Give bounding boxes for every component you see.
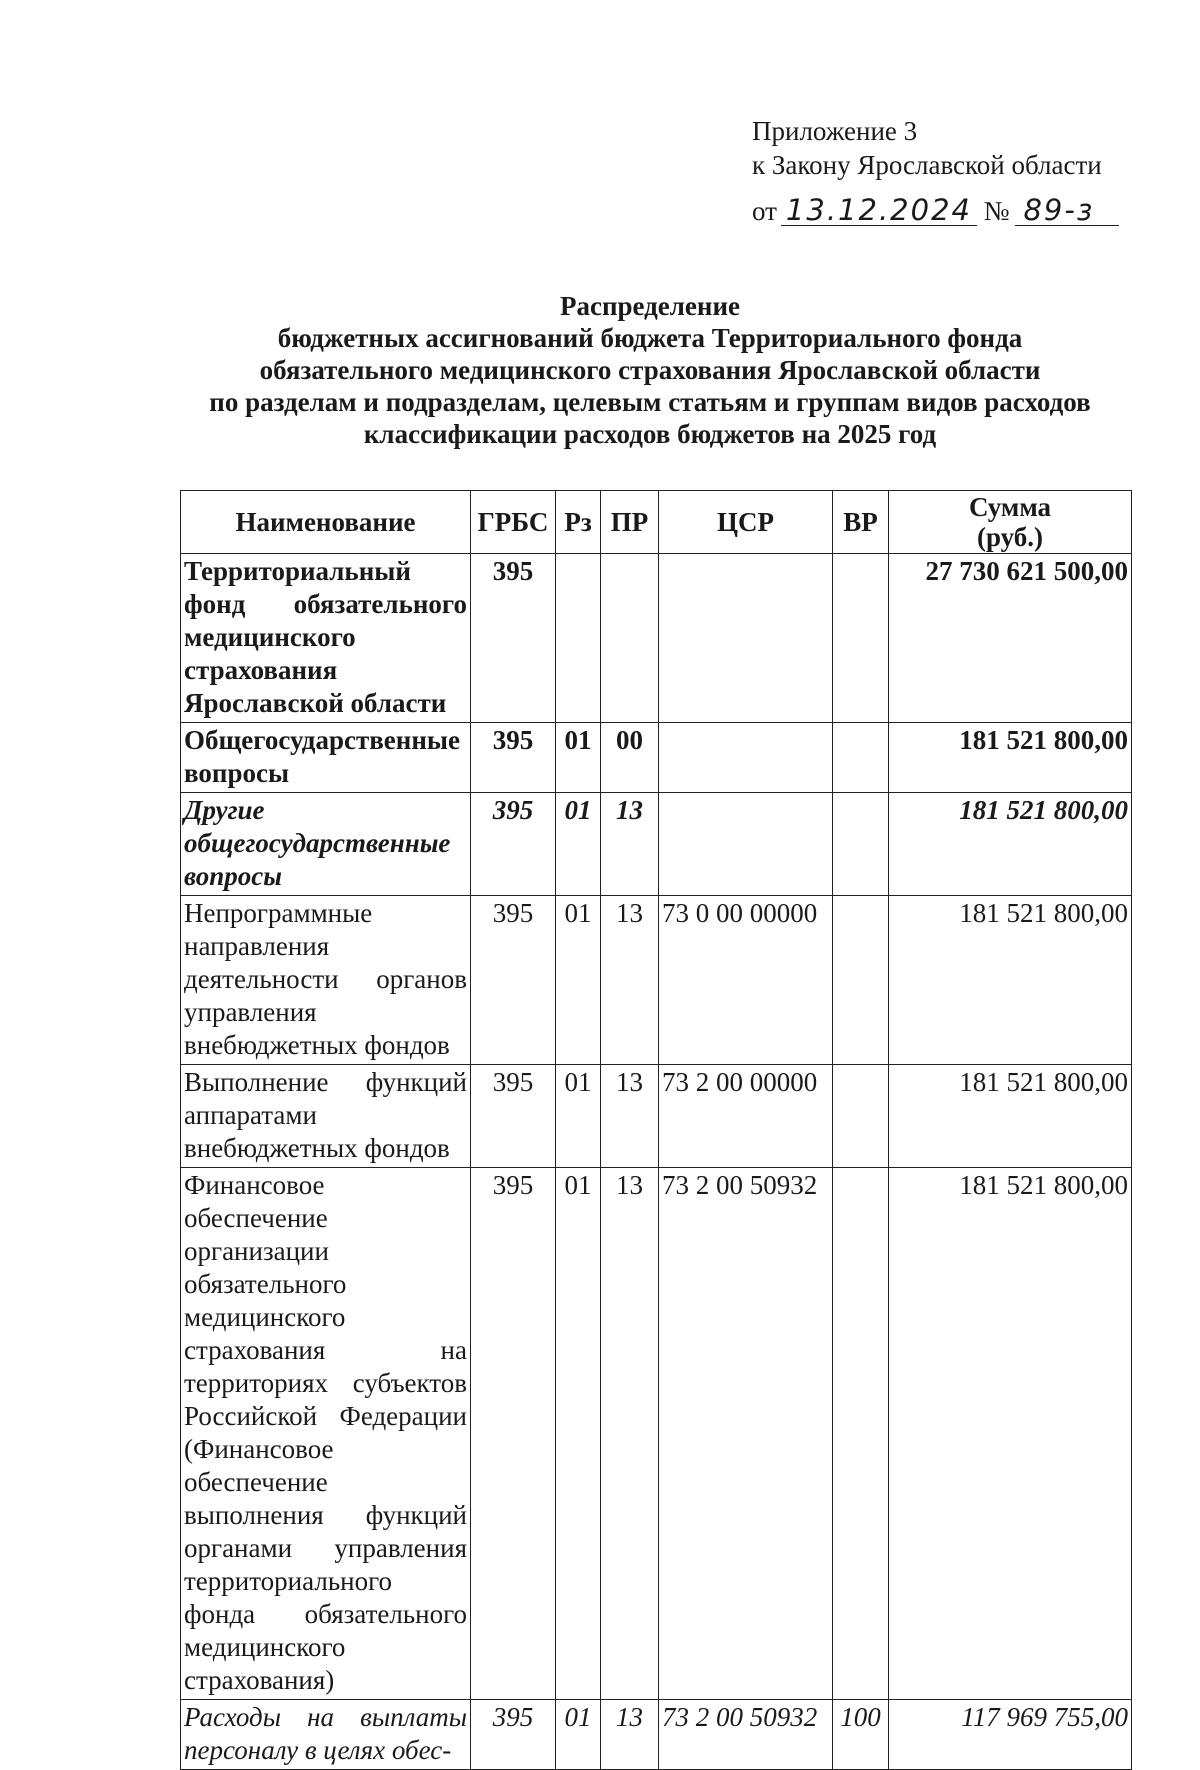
- row-sum: 117 969 755,00: [889, 1700, 1132, 1770]
- row-name: Финансовое обеспечение организации обязательного медицинского страхования на территориях субъектов Российской Федерации (Финансовое обеспечение выполнения функций органами управления территориального фонда обязательного медицинского страхования): [181, 1168, 471, 1700]
- row-csr: 73 2 00 50932: [659, 1168, 833, 1700]
- row-pr: 13: [601, 1700, 659, 1770]
- row-grbs: 395: [471, 723, 556, 793]
- header-name: Наименование: [181, 491, 471, 554]
- row-vr: [833, 793, 889, 896]
- row-csr: 73 0 00 00000: [659, 896, 833, 1065]
- row-pr: 00: [601, 723, 659, 793]
- row-csr: 73 2 00 00000: [659, 1065, 833, 1168]
- table-row: [181, 1168, 1132, 1700]
- row-vr: [833, 896, 889, 1065]
- table-row: [181, 723, 1132, 793]
- row-grbs: 395: [471, 554, 556, 723]
- table-row: [181, 793, 1132, 896]
- table-row: [181, 1065, 1132, 1168]
- title-line-3: обязательного медицинского страхования Ярославской области: [259, 355, 1041, 385]
- annex-law-reference: к Закону Ярославской области: [752, 150, 1102, 180]
- row-csr: [659, 723, 833, 793]
- row-sum: 181 521 800,00: [889, 793, 1132, 896]
- row-vr: [833, 554, 889, 723]
- row-pr: [601, 554, 659, 723]
- annex-title: Приложение 3: [752, 116, 918, 146]
- row-rz: 01: [556, 1065, 601, 1168]
- row-csr: 73 2 00 50932: [659, 1700, 833, 1770]
- annex-block: [752, 114, 1119, 228]
- row-rz: 01: [556, 896, 601, 1065]
- header-sum: [889, 491, 1132, 554]
- header-rz: Рз: [556, 491, 601, 554]
- row-grbs: 395: [471, 1065, 556, 1168]
- handwritten-date: 13.12.2024: [781, 195, 977, 226]
- row-grbs: 395: [471, 896, 556, 1065]
- row-rz: 01: [556, 723, 601, 793]
- row-pr: 13: [601, 793, 659, 896]
- table-row: [181, 1700, 1132, 1770]
- row-rz: 01: [556, 1700, 601, 1770]
- row-csr: [659, 554, 833, 723]
- row-rz: 01: [556, 793, 601, 896]
- row-pr: 13: [601, 1168, 659, 1700]
- header-pr: ПР: [601, 491, 659, 554]
- header-grbs: ГРБС: [471, 491, 556, 554]
- header-sum-line-1: Сумма: [968, 492, 1052, 522]
- budget-table: [180, 490, 1132, 1770]
- row-sum: 181 521 800,00: [889, 1168, 1132, 1700]
- row-sum: 181 521 800,00: [889, 896, 1132, 1065]
- header-vr: ВР: [833, 491, 889, 554]
- row-grbs: 395: [471, 1700, 556, 1770]
- document-title: [120, 290, 1180, 450]
- row-name: Непрограммные направления деятельности органов управления внебюджетных фондов: [181, 896, 471, 1065]
- row-name: Общегосударственные вопросы: [181, 723, 471, 793]
- row-sum: 27 730 621 500,00: [889, 554, 1132, 723]
- annex-date-number-row: [752, 194, 1119, 228]
- from-label: от: [752, 196, 777, 226]
- row-name: Выполнение функций аппаратами внебюджетных фондов: [181, 1065, 471, 1168]
- handwritten-number: 89-з: [1015, 195, 1119, 226]
- number-label: №: [983, 196, 1010, 226]
- row-sum: 181 521 800,00: [889, 723, 1132, 793]
- title-line-4: по разделам и подразделам, целевым статьям и группам видов расходов: [209, 387, 1091, 417]
- table-row: [181, 896, 1132, 1065]
- row-pr: 13: [601, 896, 659, 1065]
- header-sum-line-2: (руб.): [976, 522, 1044, 552]
- row-name: Расходы на выплаты персоналу в целях обес-: [181, 1700, 471, 1770]
- row-grbs: 395: [471, 1168, 556, 1700]
- row-rz: 01: [556, 1168, 601, 1700]
- row-sum: 181 521 800,00: [889, 1065, 1132, 1168]
- row-vr: [833, 723, 889, 793]
- title-line-5: классификации расходов бюджетов на 2025 год: [363, 419, 937, 449]
- row-csr: [659, 793, 833, 896]
- row-grbs: 395: [471, 793, 556, 896]
- header-csr: ЦСР: [659, 491, 833, 554]
- row-vr: [833, 1065, 889, 1168]
- row-pr: 13: [601, 1065, 659, 1168]
- row-vr: 100: [833, 1700, 889, 1770]
- table-row: [181, 554, 1132, 723]
- row-vr: [833, 1168, 889, 1700]
- table-header-row: [181, 491, 1132, 554]
- row-rz: [556, 554, 601, 723]
- title-line-1: Распределение: [559, 291, 741, 321]
- row-name: Территориальный фонд обязательного медицинского страхования Ярославской области: [181, 554, 471, 723]
- row-name: Другие общегосударственные вопросы: [181, 793, 471, 896]
- title-line-2: бюджетных ассигнований бюджета Территориального фонда: [277, 323, 1023, 353]
